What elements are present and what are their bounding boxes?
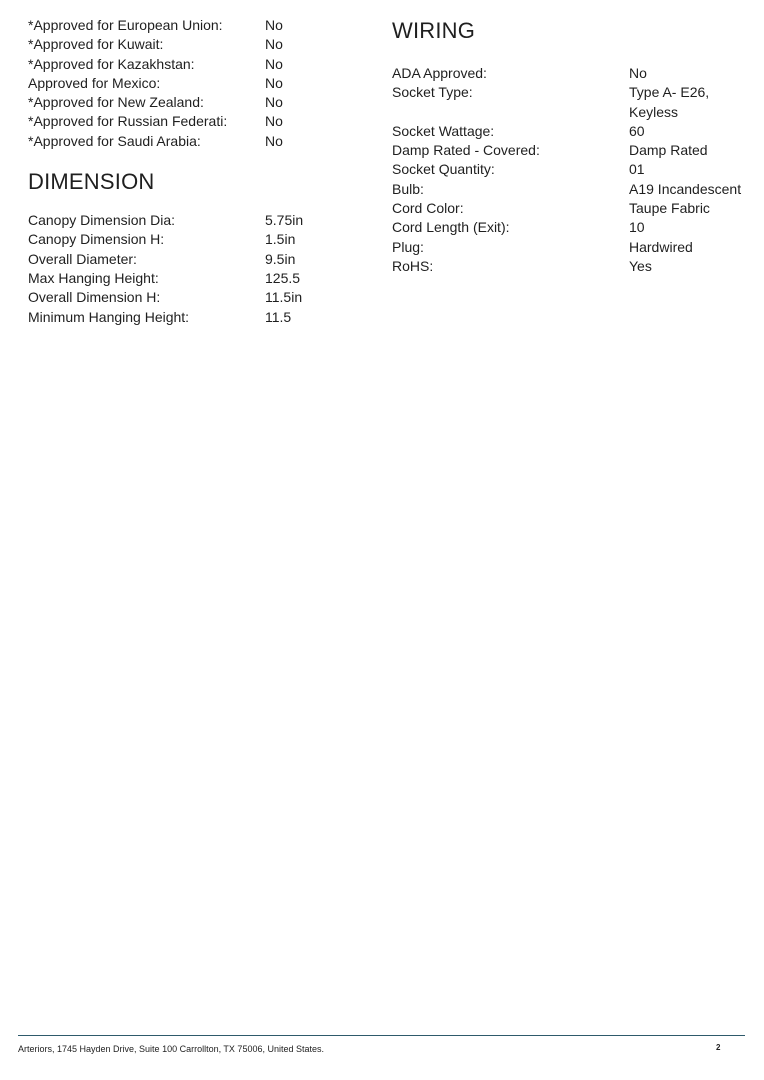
spec-label: Max Hanging Height: [28,269,159,286]
spec-row [392,180,742,199]
spec-row [28,230,358,249]
page-number: 2 [716,1043,721,1052]
spec-value: Taupe Fabric [629,200,710,217]
spec-row [392,199,742,218]
spec-value: 9.5in [265,250,296,267]
spec-value: 11.5in [265,289,303,306]
spec-label: *Approved for Russian Federati: [28,113,228,130]
spec-row [28,269,358,288]
spec-label: Approved for Mexico: [28,74,161,91]
spec-label: Socket Wattage: [392,122,495,139]
dimension-list [28,211,358,327]
spec-value: No [629,65,647,81]
spec-label: Bulb: [392,180,424,197]
spec-row [28,288,358,307]
spec-row [392,160,742,179]
spec-label: Damp Rated - Covered: [392,142,540,159]
spec-label: Cord Length (Exit): [392,219,510,236]
spec-label: *Approved for Kazakhstan: [28,55,195,72]
spec-row [28,132,358,151]
spec-value: No [265,132,283,149]
spec-value: Damp Rated [629,142,708,159]
spec-value: No [265,17,283,33]
spec-value: Type A- E26, Keyless [629,84,710,120]
wiring-list [392,64,742,276]
spec-row [28,211,358,230]
spec-value: 60 [629,122,645,139]
spec-value: 01 [629,161,645,178]
spec-row [28,55,358,74]
spec-label: ADA Approved: [392,65,487,81]
spec-value: 5.75in [265,212,304,229]
spec-label: *Approved for Saudi Arabia: [28,132,201,149]
spec-row [392,83,742,122]
spec-row [28,308,358,327]
spec-label: Socket Type: [392,84,473,101]
spec-label: Overall Dimension H: [28,289,161,306]
spec-value: No [265,113,283,130]
spec-row [392,122,742,141]
spec-label: *Approved for European Union: [28,17,223,33]
spec-label: Overall Diameter: [28,250,137,267]
wiring-heading: WIRING [392,18,476,43]
spec-value: 1.5in [265,231,296,248]
footer-address: Arteriors, 1745 Hayden Drive, Suite 100 Carrollton, TX 75006, United States. [18,1044,324,1054]
dimension-heading: DIMENSION [28,169,155,195]
spec-label: Canopy Dimension H: [28,231,165,248]
approvals-list [28,16,358,151]
spec-value: A19 Incandescent [629,180,742,197]
spec-label: *Approved for New Zealand: [28,94,204,111]
spec-value: 11.5 [265,308,292,325]
spec-label: RoHS: [392,257,434,274]
spec-row [392,141,742,160]
spec-label: *Approved for Kuwait: [28,36,164,53]
spec-row [28,93,358,112]
spec-row [392,218,742,237]
spec-label: Plug: [392,238,424,255]
spec-row [392,238,742,257]
spec-value: No [265,74,283,91]
spec-value: Yes [629,257,652,274]
spec-value: No [265,94,283,111]
spec-label: Socket Quantity: [392,161,495,178]
left-column [28,16,358,327]
spec-value: 10 [629,219,645,236]
spec-label: Canopy Dimension Dia: [28,212,176,229]
spec-label: Minimum Hanging Height: [28,308,190,325]
right-column [392,16,742,276]
spec-row [28,16,358,35]
spec-row [28,250,358,269]
spec-row [28,74,358,93]
spec-row [392,257,742,276]
spec-value: No [265,55,283,72]
spec-value: No [265,36,283,53]
spec-label: Cord Color: [392,200,464,217]
spec-value: 125.5 [265,269,301,286]
spec-row [392,64,742,83]
spec-value: Hardwired [629,238,693,255]
footer-divider [18,1035,745,1036]
spec-row [28,112,358,131]
spec-row [28,35,358,54]
